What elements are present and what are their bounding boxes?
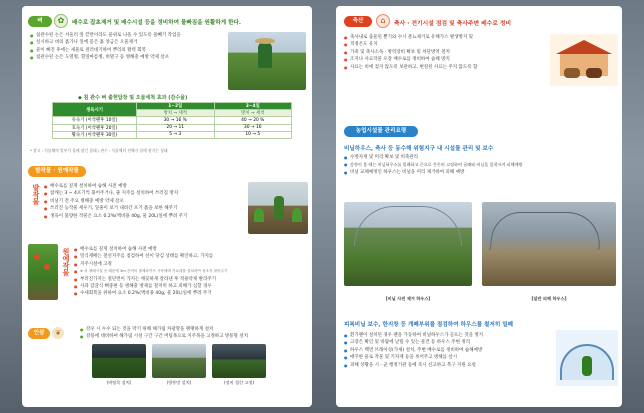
facility-tag: 농업시설물 관리요령 [344, 126, 418, 137]
fruit-shape [34, 254, 40, 260]
field-crop-tag: 밭작물 · 원예작물 [28, 166, 86, 177]
rice-bullets [30, 32, 181, 62]
repair-bullet: ● 환기팬이 설치된 경우 팬을 가동하여 비닐하우스가 들뜨는 것을 방지 [344, 332, 483, 339]
facility-bullets [344, 154, 523, 176]
farmer-hat [255, 38, 275, 44]
farmer-figure [274, 196, 284, 220]
table-cell: 황숙기 (이삭팬후 30일) [53, 131, 137, 138]
ginseng-caption-3: (정비 철힌 고정) [223, 380, 255, 385]
table-cell: 30 → 16 % [137, 117, 215, 124]
ginseng-photo-2 [152, 344, 206, 378]
table-cell: 20 → 11 [137, 124, 215, 131]
damaged-frame [489, 212, 604, 250]
field-bullet: ● 생육이 불량한 작물은 요소 0.2%(액비용 40g, 물 20L)일에 뿌려 주기 [44, 213, 187, 220]
rice-bullet: ● 침관수된 논은 도열병, 흰잎마름병, 벼멸구 등 병해충 예방 약제 살포 [30, 54, 181, 61]
barn-icon: ⌂ [376, 14, 390, 28]
livestock-illustration [550, 34, 618, 86]
greenhouse-frame [354, 206, 462, 246]
ginseng-caption-1: (버팀목 설치) [106, 380, 132, 385]
field-bullet: ● 쓰러진 농작물 세우기, 잎줄이 보거 내려간 포기 흙을 보한 해주기 [44, 205, 187, 212]
ginseng-icon: ❦ [52, 327, 64, 339]
rice-bullet: ● 실시하고 벼의 흙가나 잎에 묻은 흙 앙금은 오물제거 [30, 39, 181, 46]
repair-bullets [344, 332, 483, 369]
field-crop-photo [248, 182, 308, 234]
greenhouse-caption-2: [일반 피해 하우스] [531, 296, 567, 301]
cow-shape [586, 68, 602, 78]
livestock-bullet: ● 가축 및 축사소독 · 방역장비 확보 및 차단방역 철저 [344, 49, 477, 56]
horticulture-label: 원예작물 [62, 248, 70, 276]
livestock-tag: 축산 [344, 16, 372, 27]
horticulture-bullet: ● 부러진가지는 절단면이 가지는 깨끗하게 잘라낸 후 적용약제 발라주기 [74, 276, 227, 283]
table-title: ◆ 침 관수 벼 출현답장 및 오물세척 효과 (감수율) [78, 95, 188, 101]
horticulture-bullet: ● 지주시설에 고정 [74, 261, 227, 268]
rice-bullet: ● 물이 빠진 후에는 새물로 걸러대기하여 뿌리의 활력 회복 [30, 47, 181, 54]
field-bullet: ● 비닐기 전 주요 병해충 예방 약제 살포 [44, 198, 187, 205]
farmer-figure [258, 42, 272, 68]
rice-bullet: ● 침관수된 논은 서둘러 잎 끝만이라도 물위로 나올 수 있도록 물빼기 작업을 [30, 32, 181, 39]
rice-table [52, 102, 292, 139]
livestock-title: 축사 · 전기시설 점검 및 축사주변 배수로 정비 [394, 21, 512, 27]
orchard-photo [28, 244, 58, 300]
livestock-bullet: ● 사료는 비에 젖지 않도록 보관하고, 변질된 사료는 주지 않도록 함 [344, 64, 477, 71]
livestock-bullet: ● 적정온도 유지 [344, 41, 477, 48]
repair-title: 피복비닐 보수, 한지창 등 개폐부위를 점검하여 하우스를 철저히 밀폐 [344, 322, 514, 328]
ginseng-caption-2: (방풍망 설치) [166, 380, 192, 385]
rice-tag: 벼 [28, 16, 52, 27]
repair-bullet: ● 고장은 확인 및 바람에 날릴 수 있는 물건 등 하우스 주변 정리 [344, 339, 483, 346]
rice-title: 배수로 잡초제거 및 배수시설 등을 정비하여 물빠짐을 원활하게 한다. [72, 20, 242, 26]
table-cell: 5 → 3 [137, 131, 215, 138]
plant-shape [254, 208, 264, 222]
horticulture-bullet: ● 밀식재배는 철선지주를 점검하여 선이 당김 상태를 확인하고, 가지를 [74, 253, 227, 260]
facility-bullet: ● 수방자재 및 미리 확보 및 비축관리 [344, 154, 523, 161]
horticulture-bullet: ● 사과 감귤식 뼈중편 등 병해충 방제를 철저히 하고 피해가 심할 경우 [74, 283, 227, 290]
table-cell: 호숙기 (이삭팬후 20일) [53, 124, 137, 131]
worker-figure [582, 356, 592, 376]
table-head-stage: 생육시기 [53, 103, 137, 117]
ginseng-bullet: ● 강우 시 누수 되는 것을 막기 위해 해가림 차광망을 팽팽하게 설치 [80, 326, 248, 333]
table-note: * 참고 : 식물체의 일부가 물에 잠긴 상태 / 관수 : 식물체의 전체가 물에 잠기는 상태 [30, 148, 168, 153]
table-cell: 40 → 20 % [214, 117, 292, 124]
livestock-bullet: ● 축사내로 출물된 뿐기와 수시 분뇨제거로 유해가스 발생방지 및 [344, 34, 477, 41]
horticulture-bullets [74, 246, 227, 298]
ginseng-bullets [80, 326, 248, 341]
table-cell: 유숙기 (이삭팬후 10일) [53, 117, 137, 124]
facility-bullet: ● 비닐 교체예정인 하우스는 비닐을 미리 제거하여 피해 예방 [344, 169, 523, 176]
repair-illustration [556, 330, 618, 386]
barn-roof [556, 40, 612, 54]
rice-icon: ✿ [54, 14, 68, 28]
table-sub-12: 방치 → 세척 [137, 110, 215, 117]
livestock-bullet: ● 조지나 사료작물 포장 배수로를 정비하여 습해 방지 [344, 56, 477, 63]
horticulture-bullet: ● 수세회복을 위하여 요소 0.2%(액비용 40g, 물 20L)일에 뿌려 주기 [74, 290, 227, 297]
table-cell: 30 → 16 [214, 124, 292, 131]
ginseng-photo-3 [212, 344, 266, 378]
field-bullet: ● 배수로를 깊게 설치하여 습해 사전 예방 [44, 183, 187, 190]
ginseng-photo-1 [92, 344, 146, 378]
facility-bullet: ● 강풍이 불 때는 비닐하우스를 밀폐하고 끈으로 튼튼히 고정하여 굴패와 비닐을 일착시켜 피해예방 [344, 161, 523, 168]
field-bullet: ● 참깨는 3 ~ 4포기씩 묶어주거나, 줄 지주를 설치하여 쓰러짐 방지 [44, 190, 187, 197]
cow-shape [564, 68, 580, 78]
horticulture-bullet: ● 배수로를 깊게 설치하여 습해 사전 예방 [74, 246, 227, 253]
greenhouse-photo-2 [482, 202, 616, 286]
repair-bullet: ● 피해 상황을 시 · 군 행정기관 등에 즉시 신고하고 복구 지원 요청 [344, 362, 483, 369]
repair-bullet: ● 매꾸한 물로 작물 및 기자재 등을 씻어주고 병해를 살시 [344, 354, 483, 361]
greenhouse-caption-1: [비닐 사전 제거 하우스] [385, 296, 431, 301]
field-crop-label: 밭작물 [32, 184, 40, 205]
ginseng-bullet: ● 강풍에 대비하여 해가림 시설 구간 구간 버팀목으로 지주목을 고정하고 방풍망 설치 [80, 333, 248, 340]
horticulture-note: ● ※ 육 재배시설 곳 때문에 3m 간격의 철제파이프 시작에에 가로대를 설치하여 칭조지 묶어주기 [74, 268, 227, 275]
plant-shape [292, 208, 302, 222]
greenhouse-photo-1 [344, 202, 472, 286]
table-sub-34: 방치 → 세척 [214, 110, 292, 117]
facility-title: 비닐하우스, 축사 등 동수해 위험지구 내 시설물 관리 및 보수 [344, 146, 494, 152]
table-head-34: 3~4일 [214, 103, 292, 110]
right-page [336, 6, 622, 407]
field-crop-bullets [44, 183, 187, 220]
left-page [22, 6, 312, 407]
repair-bullet: ● 하우스 백면 브래이싱(가새) 설치, 주변 배수로를 정비하여 습해예방 [344, 347, 483, 354]
fruit-shape [44, 264, 50, 270]
livestock-bullets [344, 34, 477, 71]
rice-field-photo [228, 32, 306, 90]
table-cell: 10 → 5 [214, 131, 292, 138]
table-head-12: 1~2일 [137, 103, 215, 110]
ginseng-tag: 인삼 [28, 328, 50, 339]
